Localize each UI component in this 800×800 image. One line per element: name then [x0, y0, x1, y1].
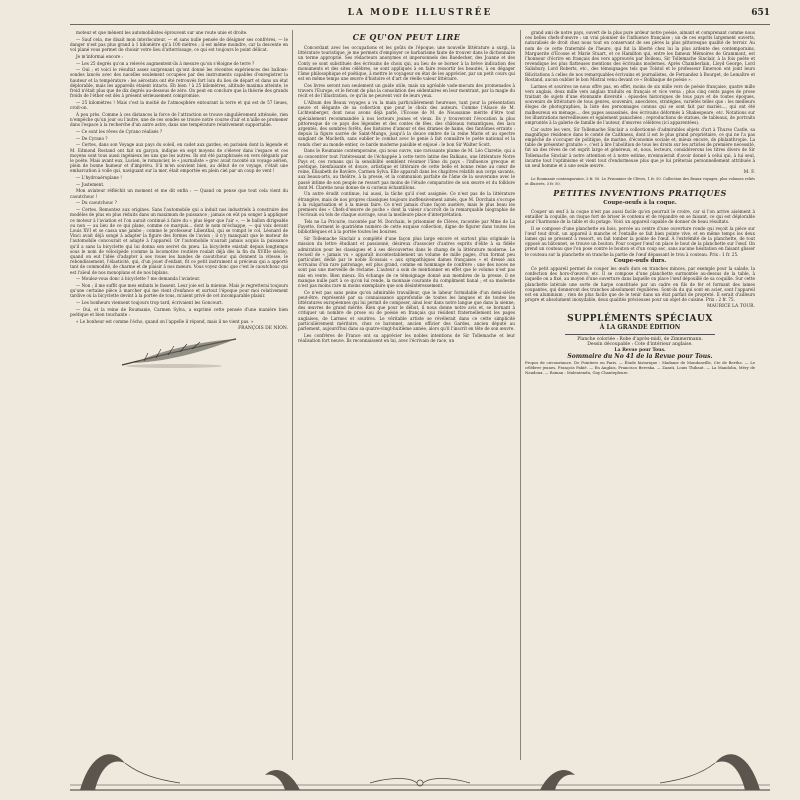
supplement-line: La Revue pour Tous.	[614, 347, 666, 353]
paragraph: — 25 kilomètres ! Mais c'est la moitié de l'atmosphère entourant la terre et qui est de 57 lieues, croit-on.	[70, 99, 288, 111]
author-signature: MAURICE LA TOUR.	[707, 304, 755, 310]
paragraph: Ces livres seront non seulement un guide utile, mais un agréable vade-mecum des promenades à travers l'Europe, et le feront de plus la consolation des sédentaires en leur montrant, par la magie du récit et de l'illustration, ce qu'ils ne peuvent voir de leurs yeux.	[298, 82, 515, 99]
supplements-title: SUPPLÉMENTS SPÉCIAUX	[567, 313, 713, 324]
paragraph: — Les bonheurs viennent toujours trop tard, écrivaient les Goncourt.	[76, 300, 223, 306]
paragraph: Ce petit appareil permet de couper les œufs durs en tranches minces, par exemple pour la salade, la confection des hors-d'œuvre, etc. Il se compose d'une planchette surmontée au-dessus de la table, à laquelle on a fixé, au moyen d'une ouverture dans laquelle on place l'œuf dépouillé de sa coquille. Sur cette planchette latérale une sorte de harpe constituée par un cadre en fils de fer et formant des lames coupantes, qui donneront des tranches absolument régulières. Sont-ils du qui sont en acier, sont l'appareil est en aluminium ; rien de plus facile que de le tenir dans un état parfait de propreté. Il serait d'ailleurs propre et absolument inoxydable, deux qualités précieuses pour un objet de cuisine. Prix : 2 fr. 75.	[525, 266, 755, 303]
supplements-subtitle: À LA GRANDE ÉDITION	[599, 323, 681, 331]
author-signature: FRANÇOIS DE NION.	[238, 325, 288, 331]
supplements-box	[525, 314, 755, 376]
author-signature: M. F.	[743, 170, 755, 176]
paragraph: Mon aviateur réfléchit un moment et me dit enfin : — Quand on pense que tout cela vient du caoutchouc !	[70, 188, 288, 199]
section-heading: PETITES INVENTIONS PRATIQUES	[553, 188, 727, 199]
paragraph: — L'hydroaéroplane !	[76, 175, 122, 181]
paragraph: Tels ne La Pricurie, racontée par M. Dorchain, le prisonnier de Clèves, racontée par Mme de La Fayette, forment le quatrième numéro de cette exquise collection, digne de figurer dans toutes les bibliothèques et à la portée toutes les bourses.	[298, 219, 515, 235]
supplement-line: Propos de circonstance. De Pointiers en Paris. — Étude historique : Madame de Mondonville, Cte de Berthe. — Le célébrer jeunes, François Fabié. — En Anglais, Francisco Bereska. — Zazati, Louis Thibaut. — La Mandolin, Méry de Naudoux. — Roman : Malentendu, Guy Chantepleure.	[525, 360, 755, 375]
paragraph: — Moulez-vous donc à bicyclette ? me demanda l'aviateur.	[76, 276, 201, 282]
paragraph: — Oui ; et voici le résultat assez surprenant qu'ont donné les récentes expériences des ballons-sondes lancés avec des nacelles seulement occupées par des instruments capables d'enregistrer la hauteur et la température : les aérostats ont été retrouvés fort loin du lieu de départ et dans un état déplorable, mais les appareils étaient intacts. Eh bien ! à 25 kilomètres, altitude maxima atteinte, le froid n'était plus que de dix degrés au-dessous de zéro. On peut en conclure que la théorie des grands froids de l'éther est dès à présent sérieusement compromise.	[70, 67, 288, 99]
paragraph: — Certes. Remontez aux origines. Sans l'automobile qui a induit nos industriels à construire des modèles de plus en plus réduits dans un maximum de puissance ; jamais on eût pu songer à appliquer ce moteur à l'aviation et l'on aurait continué à faire du « plus léger que l'air », — le ballon dirigeable ou non — au lieu de ce qui plane, comme ce marquis... dont le nom m'échappe, — qui voix devant Louis XVI et se cassa une jambe ; comme le professeur Lilienthal, qui se rompit le col. Léonard de Vinci avait déjà songé à adapter la figure des formes de l'avion ; il n'y manquait que le moteur de l'automobile concourait et adapté à l'appareil. Or l'automobile n'aurait jamais acquis la puissance qu'il a sans la bicyclette qui lui donna son secret du pneu. La bicyclette existait depuis longtemps sous le nom de vélocipède (comme la locomotive routière roulait déjà dès la fin du XVIIIe siècle), quand on eut l'idée d'adapter à ses roues les bandes de caoutchouc qui donnent la vitesse, le rebondissement, l'élasticité, qui, d'un jouet d'enfant, fit ce petit instrument si précieux qui a apporté tant de commodité, de charme et de plaisir à nos mœurs. Vous voyez donc que c'est le caoutchouc qui est l'aïeul de nos monoplans et de nos biplans.	[70, 207, 288, 275]
paragraph: Il se compose d'une planchette en bois, percée au centre d'une ouverture ronde qui reçoit la pièce sur l'œuf tout droit, un appareil à manche et l'entaille se fait bien pointe vive, et en même temps les deux lames qui se pressent à ressort, on fait tomber la pointe de l'œuf. À l'extrémité de la planchette, de tout opposé au bâtonnet, se trouve un bouton. Pour couper l'œuf on place le bout de la planchette sur l'œuf. On prend un couteau que l'on pose contre le bouton et d'un coup sec, sans aucune hésitation en faisant glisser le couteau sur la planchette on tranche la partie de l'œuf dépassant le trou à couteau. Prix : 1 fr. 25.	[525, 225, 755, 257]
paragraph: — Certes, dans son Voyage aux pays du soleil, en cadet aux gardes, en parisien dont la légende et M. Edmond Rostand ont fait un garçon, indique en sept moyens de s'élever dans l'espace et ces moyens sont tous aussi ingénieux les uns que les autres. Ils ont été paraphrasés en vers élégants par le poète. Mais avant eux, Lucien, le romancier, le « journaliste » grec avait raconté un voyage aérien, plein de bonne humeur et d'imprévu. S'il m'en souvient bien, au début de ce voyage, c'était une embarcation à voile qui, naviguant sur la mer, était emportée en plein ciel par un coup de vent !	[70, 142, 288, 174]
paragraph: Sir Tollemache Sinclair a complété d'une façon plus large encore et surtout plus originale la mission du lettre étudiant et passionné, désireux d'associer d'autres esprits d'élite à sa fidèle admiration pour les classiques et à ses découvertes dans le champ de la littérature moderne. Le recueil de « jamais vu » apparaît incontestablement un volume de mille pages, d'un format peu particulier, dédié par le noble Écossais « aux sympathiques dames françaises » et dressé aux écrivains d'un rare patronage, est plus grand, comme en hommage de confrère ; une des noces ne sont pas une merveille de réclame. L'auteur a soin de mentionner en effet que le volume n'est pas mis en vente. Bien mieux. En échange de ce témoignage donné aux membres de la presse, il ne manque nulle part à ce qu'on lui rende, la monnaie courante du compliment banal ; et sa modestie n'est pas moins rare ni moins exemplaire que son désintéressement.	[298, 236, 515, 288]
paragraph: — Du caoutchouc ?	[76, 200, 117, 206]
column-divider	[292, 30, 293, 760]
paragraph: L'Album des Beaux voyages a vu la main particulièrement heureuse, tant pour la présentation neuve et élégante de sa collection que pour le choix des auteurs. Comme l'Alsace de M. Lichtenberger, dont nous avons déjà parlé, l'Écosse de M. de Noussanne mérite d'être tout spécialement recommandée à nos lecteurs jeunes et vieux. Ils y trouveront l'évocation la plus pittoresque de ce pays des légendes et des contes de fées, des châteaux romantiques, des lacs argentés, des sombres forêts, des histoires d'amour et des drames de haine, des fantômes errants : depuis la figure sacrée de Saint-Mungo, jusqu'à la douce ombre de la reine Marie et au spectre sanglant de Macbeth, sans oublier le combat avec le genie à fait connaître le poète national et la rendu cher au monde entier, ce barde moderne paisible et enjoué : le bon Sir Walter Scott.	[298, 100, 515, 147]
section-heading: CE QU'ON PEUT LIRE	[352, 32, 461, 42]
paragraph: Couper un œuf à la coque n'est pas aussi facile qu'on pourrait le croire, car si l'on arrive aisément à entailler la coquille, on risque fort de briser le contenu et de répandre en se faisant, ce qui est déplorable pour l'harmonie de la table et du potage. Voici un appareil capable de donner de beau résultats.	[525, 208, 755, 224]
divider	[565, 334, 715, 335]
paragraph: Ce n'est pas sans peine qu'on admirable travailleur, que le labeur formidable d'un demi-siècle peut-être, représenté par sa connaissance approfondie de toutes les langues et de toutes les littératures européennes qui lui permit de composer, ainsi leur dans notre langue que dans la sienne, des œuvres de grand mérite. Rien que pour le début, il nous donne notre avis et, se bornant à critiquer un nombre de prose ou de poésie en français qui résident fraternellement les pages anglaises, de Larmes et sourires. Le véritable artiste se révélerait dans ce cette simplicité particulièrement méritoire, chez ce baronnet, ancien officier des Gardes, ancien député au parlement, aujourd'hui dans sa quatre-vingt-huitième année, alors qu'il l'inscrit en tête de son œuvre.	[298, 289, 515, 332]
paragraph: Larmes et sourires ne nous offre pas, en effet, moins de six mille vers de poésie française, quatre mille vers anglais, deux mille vers anglais traduits en français et vice versa ; plus cinq cents pages de prose traitant de sujets d'une étonnante diversité : épisodes historiques de tous pays et de toutes époques, souvenirs de littérature de tous genres, souvenirs, anecdotes, stratégies, variétés telles que : les meilleurs éloges de photographies, la liste des personnages connus qui se sont fait par mariés..., qui ont été malheureux en ménage..., des papes assassinés, des écrivains déformés à Shakespeare, etc. Notations sur les illustrations merveilleuses et également panachées ; reproductions de statues, de tableaux, de portraits empruntés à la galerie de famille de l'auteur, d'œuvres célèbres (ici apparentées).	[525, 83, 755, 125]
paragraph: À peu près. Comme à ces distances la force de l'attraction se trouve singulièrement atténuée, rien n'empêche qu'un jour ou l'autre, une de ces sondes se trouve notre course d'air et n'aille se promener dans l'espace à la recherche d'un autre astre, dans une température relativement supportable.	[70, 111, 288, 128]
paragraph: moteur et que mènent les automobilistes éprouvent sur une route unie et droite.	[76, 30, 248, 35]
paragraph: — Justement.	[76, 181, 105, 187]
page-number: 651	[751, 8, 770, 18]
paragraph: — Ce sont les rêves de Cyrano réalisés ?	[76, 128, 163, 134]
supplement-line: Planche coloriée : Robe d'après-midi, de Zimmermann.	[577, 336, 703, 342]
header-rule	[70, 24, 770, 25]
column-right	[525, 30, 755, 690]
subsection-heading: Coupe-oufs durs.	[613, 257, 667, 264]
decorative-border	[70, 735, 770, 795]
paragraph: Je m'informai encore :	[76, 53, 124, 59]
paragraph: Concordant avec les occupations et les goûts de l'époque, une nouvelle littérature a surgi, la littérature touristique, je me permets d'employer ce barbarisme faute de trouver dans le dictionnaire un terme approprié. Ses rédacteurs anonymes et impersonnels des Baedecker, des Joanne et des Conty se sont substitués des écrivains de choix qui, au lieu de se borner à la brève indication des monuments et des sites célèbres, se sont appliqués à en faire ressortir les beautés, à en dégager l'âme philosophique et poétique, à mettre le voyageur en état de les apprécier, par un petit cours qui est en même temps une œuvre d'histoire et d'art de réelle valeur littéraire.	[298, 45, 515, 82]
paragraph: — Non ; il me suffit que mes enfants le fassent. Leur joie est la mienne. Mais je regretterai toujours qu'une certaine pièce à marcher qui me vient d'enfance et surtout l'époque pour moi relativement tardive où la bicyclette devint à la portée de tous, m'aient privé de cet incomparable plaisir.	[70, 282, 288, 299]
paragraph: — De Cyrano ?	[76, 135, 108, 141]
feather-quill-illustration	[114, 335, 244, 371]
supplement-line: Dessin découpable : Cote d'intérieur anglaise.	[587, 342, 693, 348]
paragraph: — Oui, et la reine de Roumanie, Carmen Sylva, a exprimé cette pensée d'une manière bien poétique et bien touchante :	[70, 306, 288, 317]
paragraph: Dans le Roumanie contemporaine, qui nous ouvre, une ravissante plume de M. Léo Claretie, qui a su concentrer tout l'intéressant de l'échappée à cette terre latine des Balkans, une littérature Notre Pays et, ces romans qui la sensibilité semblent résumer l'âme du pays : l'influence grecque et poétique, bienfaisante et douce, artistique et littéraire de cette belle et bonne reine au cœur de reine, Élisabeth de Bavière, Carmen Sylva. Elle apparaît dans les chapitres relatifs aux corps savants, aux beaux-arts, au théâtre, à la presse, et la communion parfaite de l'âme de la souveraine avec le passé intime de son peuple ne ressort pas moins de l'étude comparative de son œuvre et du folklore dont M. Claretie nous donne de si curieux échantillons.	[298, 148, 515, 190]
paragraph: Un autre érudit continue, lui aussi, la tâche qu'il s'est assignée. Ce n'est pas de la littérature étrangère, mais de nos propres classiques toujours inoffensivement aimés, que M. Dorchain s'occupe à la vulgarisation et à la mieux faire. Ce n'est jamais d'une façon austère, mais le plus beau les premiers des « Chefs-d'œuvre de poche » dont la valeur s'accroît de la remarquable biographie de l'écrivain où tels de chaque ouvrage, sous la meilleure place d'interprétation.	[298, 191, 515, 218]
paragraph: — Sauf cela, me disait mon interlocuteur, — et sans nulle pensée de désigner ses confrères, — le danger n'est pas plus grand à 1 kilomètre qu'à 100 mètres ; il est même moindre, car la descente en vol plané vous permet de choisir votre lieu d'atterrissage, ce qui est toujours le point délicat.	[70, 36, 288, 53]
subsection-heading: Coupe-oeufs à la coque.	[603, 200, 677, 207]
magazine-title: LA MODE ILLUSTRÉE	[347, 8, 493, 18]
supplement-line: Sommaire du No 41 de la Revue pour Tous.	[567, 353, 713, 361]
paragraph: « Le bonheur est comme l'écho, quand on l'appelle il répond, mais il ne vient pas. »	[76, 318, 254, 324]
column-middle	[298, 30, 515, 750]
paragraph: Les confrères de France ont su apprécier les nobles intentions de Sir Tollemache et leur réalisation fort neuve. Ils reconnaissent en lui, avec l'écrivain de race, un	[298, 332, 515, 343]
paragraph: grand ami de notre pays, ouvert de la plus pure ardeur notre poésie, aimant et comprenant comme nous ces belles chefs-d'œuvre : un vrai pionnier de l'influence française ; un de ces esprits largement ouverts, naturalisés de droit chez nous tout en conservant de ses pères la plus pittoresque qualité de terroir. Au nom de ce cette fraternité de l'heure, qui fut la liberté chez lui la plus ardente des contemporains, Marguerite d'Écosse et Marie Stuart, et ce Hamilton qui, entre les fameux Mémoires de Grammont, est l'honneur d'écrire en français des vers approuvés par Boileau, Sir Tollemache Sinclair, à la fois poète et revendique les plus flatteuses mentions des écrivains modernes. Après Chamberlain, Lloyd George, Lord Salisbury, Lord Roberts, etc., des témoignages tels que Tolstoï et le professeur Emerson ont joint leurs félicitations à celles de nos remarquables écrivains et journalistes, de Fernandez à Bourget, de Lemaître et Rostand, aucun oublier le bon Mistral venu devant ce « Bolibaque de poésie ».	[525, 30, 755, 82]
paragraph: — Les 25 degrés qu'on a relevés augmentent-ils à mesure qu'on s'éloigne de terre ?	[76, 60, 255, 66]
footnote: Le Roumanie contemporaine, 3 fr. 50. Le Prisonnier de Clèves, 1 fr. 50. Collection des Beaux voyages, plus volumes reliés et illustrés, 3 fr. 50.	[525, 177, 755, 186]
page-header	[70, 8, 770, 24]
column-divider	[520, 30, 521, 760]
column-left	[70, 30, 288, 730]
paragraph: Car outre les vers, Sir Tollemache Sinclair a collectionné d'admirables objets d'art à Thurso Castle, sa magnifique résidence dans le comté de Caithness, dont il est le plus grand propriétaire, ce qui ne l'a pas empêché de s'occuper de politique, de marine, d'économie sociale et, mieux encore, de philanthropie. La table de présenter gratuite », c'est à lire l'abolition de tous les droits sur les articles de première nécessité, fut un des rêves de cet esprit large et généreux, et, nous, lecteurs, considérerons les titres divers de Sir Tollemache Sinclair à notre attention et à notre estime, m'ennuierait d'avoir donné à celui qui, à lui seul, incarne tout l'optimisme et vient tout d'endormeuse plus que je lui prêterais personnellement attribués à un seul homme et à une seule œuvre.	[525, 126, 755, 169]
